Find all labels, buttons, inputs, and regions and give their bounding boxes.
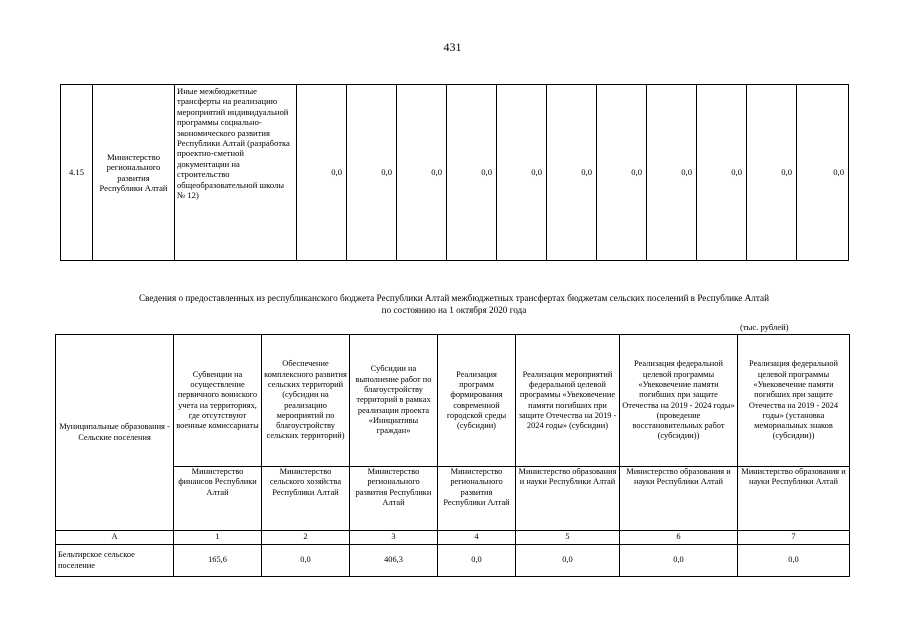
value-cell: 0,0 [547,85,597,261]
ministry-header: Министерство финансов Республики Алтай [174,467,262,531]
value-cell: 0,0 [447,85,497,261]
ministry-header: Министерство образования и науки Республики Алтай [620,467,738,531]
page-number: 431 [443,40,462,54]
column-header: Обеспечение комплексного развития сельских территорий (субсидии на реализацию мероприятий по благоустройству сельских территорий) [262,335,350,467]
description-cell: Иные межбюджетные трансферты на реализацию мероприятий индивидуальной программы социально-экономического развития Республики Алтай (разработка проектно-сметной документации на строительство общеобразовательной школы № 12) [175,85,297,261]
column-number: 7 [738,531,850,545]
value-cell: 0,0 [297,85,347,261]
column-header: Реализация программ формирования современной городской среды (субсидии) [438,335,516,467]
column-header: Субсидии на выполнение работ по благоустройству территорий в рамках реализации проекта «Инициативы граждан» [350,335,438,467]
value-cell: 0,0 [497,85,547,261]
value-cell: 0,0 [738,545,850,577]
ministry-header: Министерство сельского хозяйства Республики Алтай [262,467,350,531]
value-cell: 406,3 [350,545,438,577]
value-cell: 165,6 [174,545,262,577]
column-number: 5 [516,531,620,545]
transfers-table [55,334,850,577]
column-header: Субвенции на осуществление первичного воинского учета на территориях, где отсутствуют военные комиссариаты [174,335,262,467]
column-number: 6 [620,531,738,545]
column-header: Реализация федеральной целевой программы «Увековечение памяти погибших при защите Отечества на 2019 - 2024 годы» (установка мемориальных знаков (субсидии)) [738,335,850,467]
value-cell: 0,0 [516,545,620,577]
column-number: 2 [262,531,350,545]
column-header: Реализация мероприятий федеральной целевой программы «Увековечение памяти погибших при защите Отечества на 2019 - 2024 годы» (субсидии) [516,335,620,467]
column-numbers-row [56,531,850,545]
ministry-row [56,467,850,531]
table-row [61,85,849,261]
value-cell: 0,0 [347,85,397,261]
value-cell: 0,0 [797,85,849,261]
column-number: А [56,531,174,545]
row-index: 4.15 [61,85,93,261]
value-cell: 0,0 [647,85,697,261]
header-row [56,335,850,467]
column-number: 1 [174,531,262,545]
municipality-name: Бельтирское сельское поселение [56,545,174,577]
value-cell: 0,0 [747,85,797,261]
column-number: 4 [438,531,516,545]
unit-label: (тыс. рублей) [740,322,789,332]
ministry-cell: Министерство регионального развития Республики Алтай [93,85,175,261]
value-cell: 0,0 [697,85,747,261]
value-cell: 0,0 [597,85,647,261]
value-cell: 0,0 [262,545,350,577]
column-header-municipality: Муниципальные образования - Сельские поселения [56,335,174,531]
section-title: Сведения о предоставленных из республиканского бюджета Республики Алтай межбюджетных трансфертах бюджетам сельских поселений в Республике Алтай [139,293,769,303]
column-number: 3 [350,531,438,545]
table-row [56,545,850,577]
ministry-header: Министерство регионального развития Республики Алтай [350,467,438,531]
ministry-header: Министерство образования и науки Республики Алтай [516,467,620,531]
value-cell: 0,0 [620,545,738,577]
ministry-header: Министерство образования и науки Республики Алтай [738,467,850,531]
section-subtitle: по состоянию на 1 октября 2020 года [381,305,527,315]
top-table [60,84,849,261]
column-header: Реализация федеральной целевой программы «Увековечение памяти погибших при защите Отечества на 2019 - 2024 годы» (проведение восстановительных работ (субсидии)) [620,335,738,467]
value-cell: 0,0 [397,85,447,261]
ministry-header: Министерство регионального развития Республики Алтай [438,467,516,531]
value-cell: 0,0 [438,545,516,577]
